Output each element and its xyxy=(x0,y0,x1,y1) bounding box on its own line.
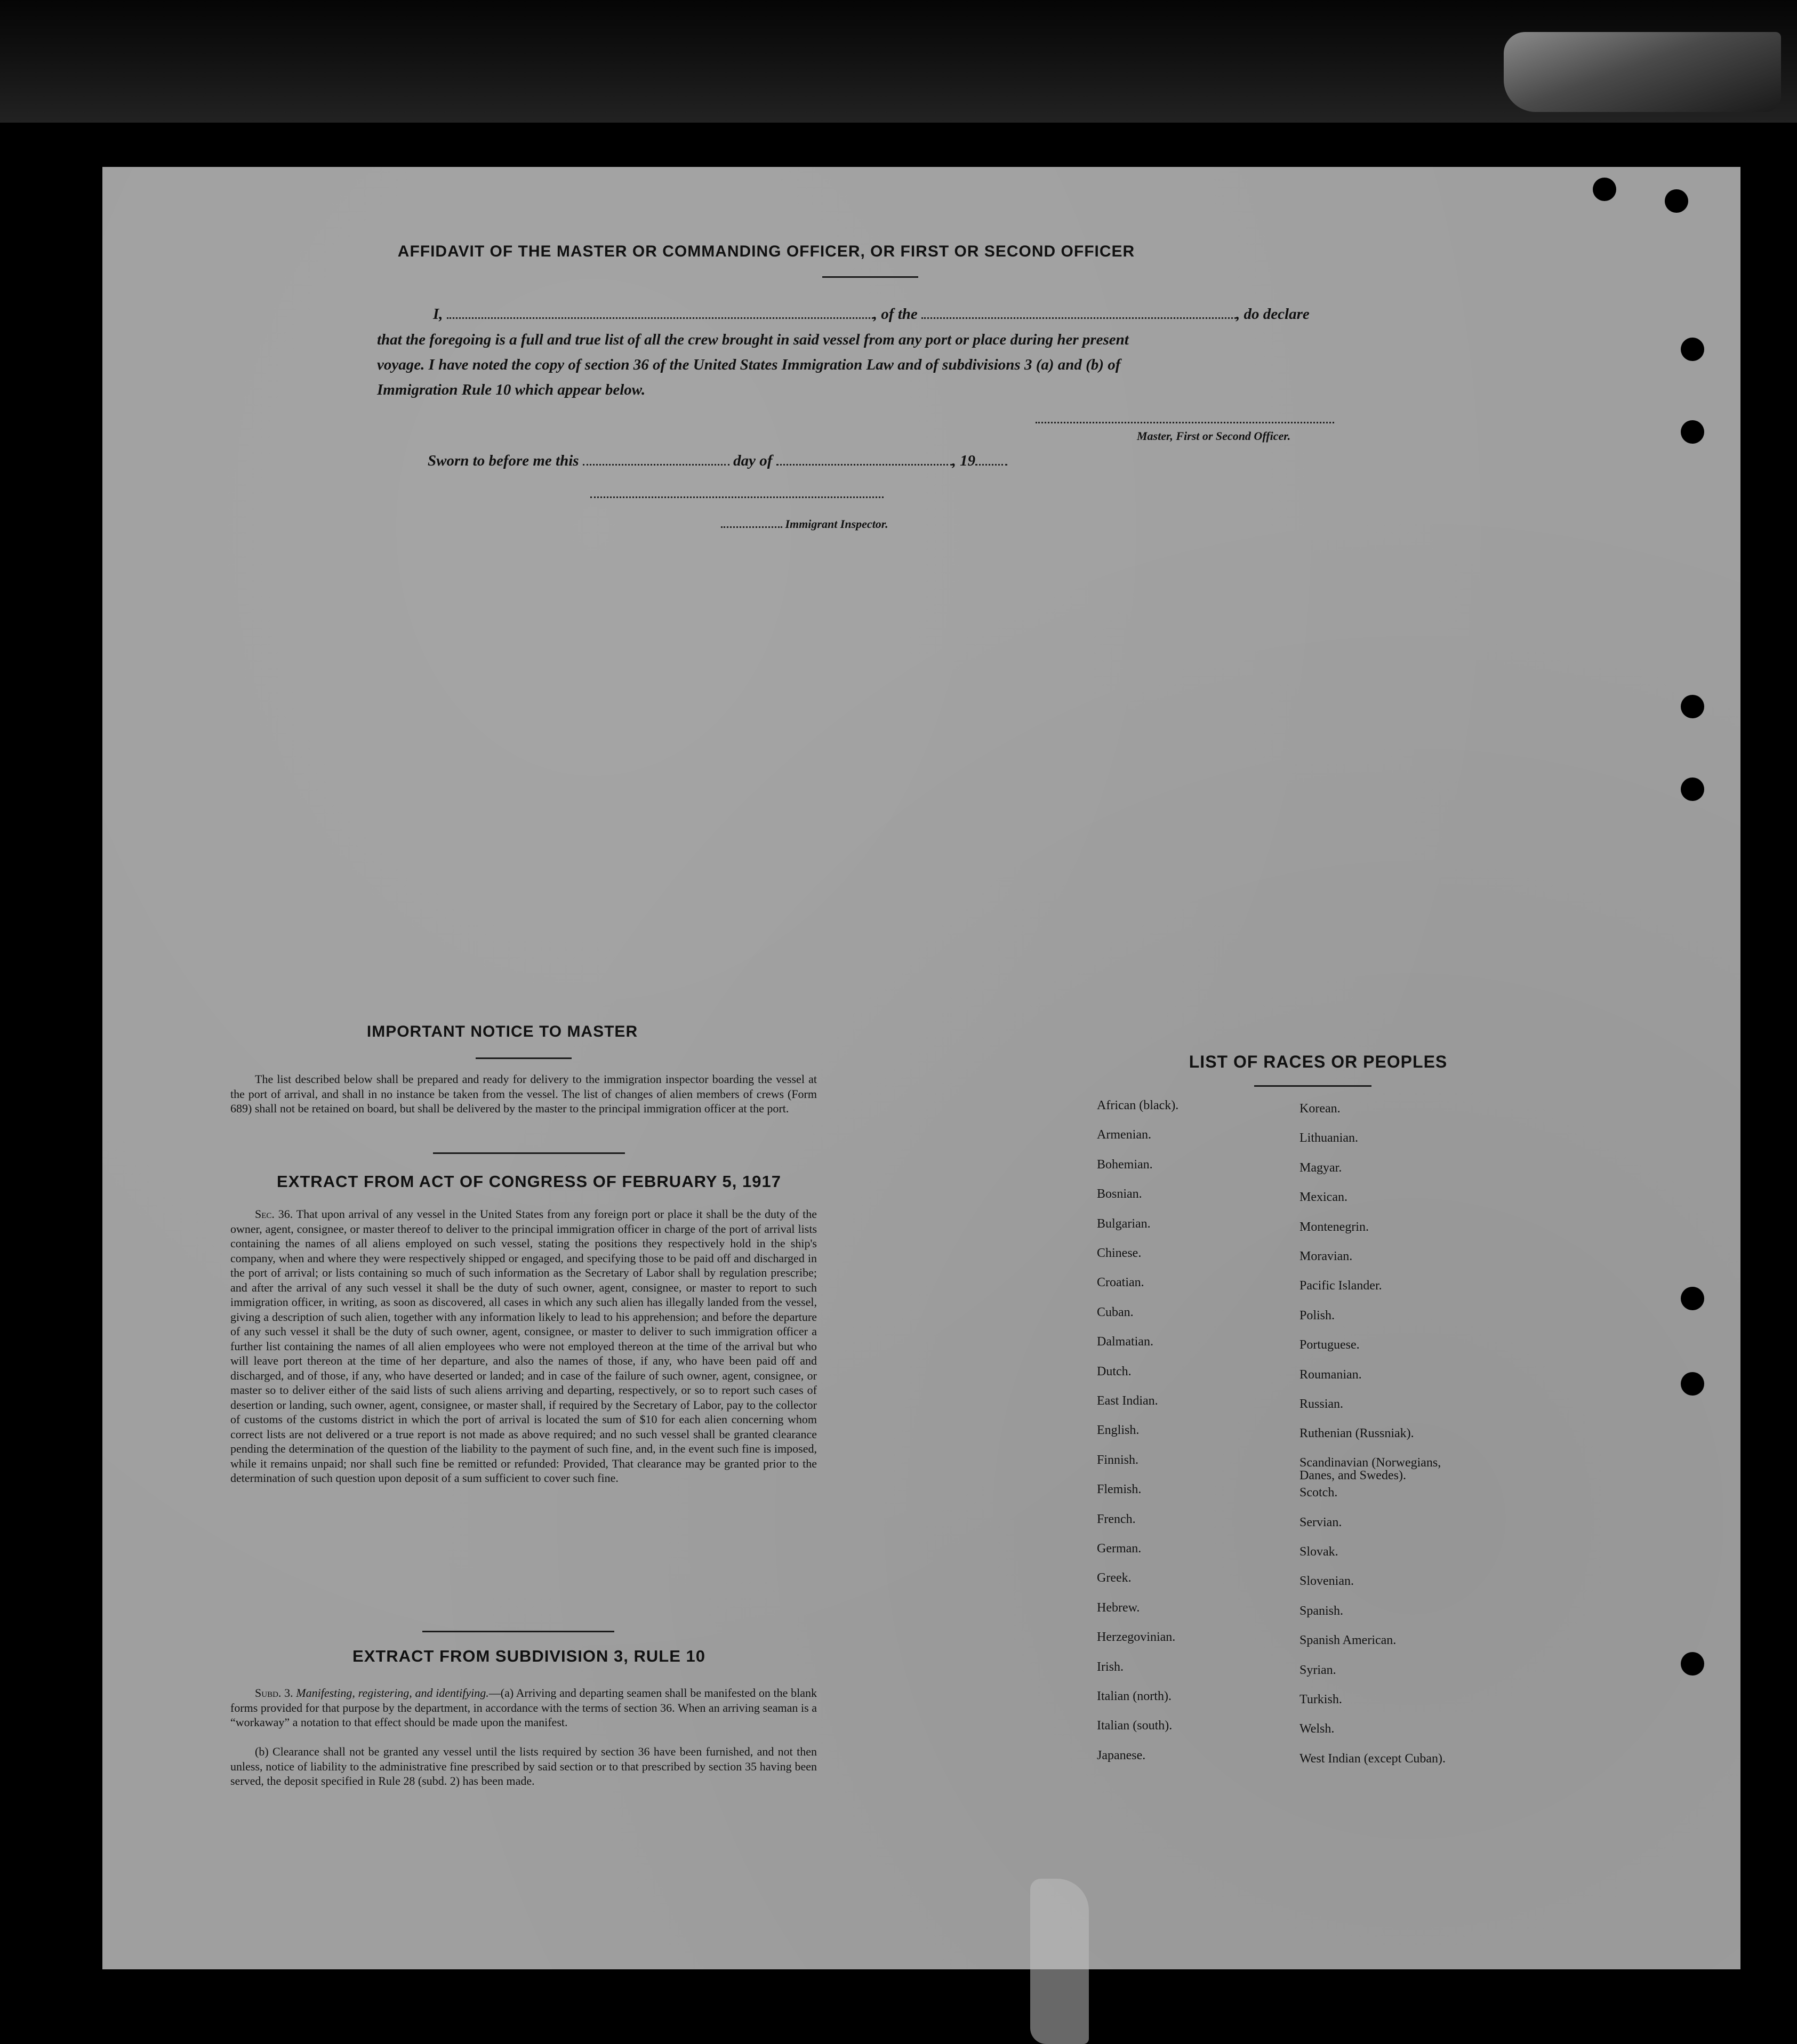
punch-hole xyxy=(1665,189,1688,213)
extract-rule-title: EXTRACT FROM SUBDIVISION 3, RULE 10 xyxy=(352,1647,705,1665)
races-title: LIST OF RACES OR PEOPLES xyxy=(1189,1052,1448,1071)
extract-act-title: EXTRACT FROM ACT OF CONGRESS OF FEBRUARY 5, 1917 xyxy=(277,1172,781,1191)
race-item: Scandinavian (Norwegians, Danes, and Swedes). xyxy=(1299,1455,1441,1482)
vessel-blank xyxy=(921,306,1236,319)
name-blank xyxy=(447,306,873,319)
sworn-line xyxy=(428,452,1007,470)
extract-act-text xyxy=(230,1207,817,1486)
race-item: Dalmatian. xyxy=(1097,1335,1153,1349)
punch-hole xyxy=(1681,420,1704,444)
race-item: Italian (south). xyxy=(1097,1719,1173,1733)
race-item: Slovenian. xyxy=(1299,1574,1354,1589)
race-item: Dutch. xyxy=(1097,1364,1132,1378)
notice-title: IMPORTANT NOTICE TO MASTER xyxy=(366,1023,638,1040)
race-item: Servian. xyxy=(1299,1515,1342,1529)
inspector-label xyxy=(721,515,888,531)
races-rule xyxy=(1254,1085,1371,1087)
punch-hole xyxy=(1681,1652,1704,1676)
microfilm-top-strip xyxy=(0,0,1797,123)
race-item: Polish. xyxy=(1299,1308,1335,1322)
of-the-label: , of the xyxy=(873,306,918,323)
race-item: Croatian. xyxy=(1097,1276,1144,1290)
race-item: Mexican. xyxy=(1299,1190,1347,1205)
race-item: Moravian. xyxy=(1299,1249,1353,1263)
month-blank xyxy=(776,452,952,466)
affidavit-title: AFFIDAVIT OF THE MASTER OR COMMANDING OFFICER, OR FIRST OR SECOND OFFICER xyxy=(397,243,1135,260)
affidavit-line-3: voyage. I have noted the copy of section 36 of the United States Immigration Law and of subdivisions 3 (a) and (b) of xyxy=(377,356,1121,373)
punch-hole xyxy=(1593,178,1616,201)
punch-hole xyxy=(1681,1287,1704,1310)
notice-bottom-rule xyxy=(433,1152,625,1154)
form-page xyxy=(102,167,1740,1969)
race-item: Slovak. xyxy=(1299,1545,1338,1559)
master-label: Master, First or Second Officer. xyxy=(1137,429,1291,443)
sworn-label: Sworn to before me this xyxy=(428,452,579,469)
subd-a-text: —(a) Arriving and departing seamen shall be manifested on the blank forms provided for that purpose by the department, in accordance with the terms of section 36. When an arriving seaman is a “workaway” a notation to that effect should be made upon the manifest. xyxy=(230,1686,817,1729)
race-item: English. xyxy=(1097,1423,1140,1438)
race-item: Welsh. xyxy=(1299,1722,1335,1736)
race-item: French. xyxy=(1097,1512,1136,1526)
race-item: Bohemian. xyxy=(1097,1157,1153,1172)
race-item: Japanese. xyxy=(1097,1748,1146,1762)
title-rule xyxy=(822,276,918,278)
race-item: Pacific Islander. xyxy=(1299,1279,1382,1293)
affidavit-line-2: that the foregoing is a full and true list of all the crew brought in said vessel from any port or place during her present xyxy=(377,331,1129,348)
punch-hole xyxy=(1681,1372,1704,1396)
race-item: East Indian. xyxy=(1097,1394,1158,1408)
paper-smudge xyxy=(1030,1879,1089,2044)
punch-hole xyxy=(1681,695,1704,718)
race-item: West Indian (except Cuban). xyxy=(1299,1751,1446,1766)
race-item: Bulgarian. xyxy=(1097,1216,1151,1231)
day-of-label: day of xyxy=(733,452,773,469)
race-item: Turkish. xyxy=(1299,1693,1342,1706)
race-item: Spanish American. xyxy=(1299,1633,1397,1648)
race-item: Hebrew. xyxy=(1097,1600,1140,1615)
punch-hole xyxy=(1681,777,1704,801)
master-signature-line xyxy=(1036,422,1334,423)
race-item: Ruthenian (Russniak). xyxy=(1299,1426,1414,1441)
sec-label: Sec. 36. xyxy=(255,1207,293,1221)
inspector-blank xyxy=(721,515,782,528)
race-item: Herzegovinian. xyxy=(1097,1630,1176,1645)
race-item: Chinese. xyxy=(1097,1246,1142,1260)
race-item: Finnish. xyxy=(1097,1453,1139,1467)
race-item: German. xyxy=(1097,1542,1142,1556)
extract-rule-text-b: (b) Clearance shall not be granted any vessel until the lists required by section 36 have been furnished, and not then unless, notice of liability to the administrative fine prescribed by said section or to that prescribed by section 35 having been served, the deposit specified in Rule 28 (subd. 2) has been made. xyxy=(230,1745,817,1788)
year-blank xyxy=(975,452,1007,466)
race-item: Scotch. xyxy=(1299,1486,1338,1500)
race-item: Flemish. xyxy=(1097,1482,1142,1497)
affidavit-line-4: Immigration Rule 10 which appear below. xyxy=(377,381,646,398)
race-item: Syrian. xyxy=(1299,1663,1336,1677)
race-item: Bosnian. xyxy=(1097,1187,1142,1201)
declare-label: , do declare xyxy=(1236,306,1310,323)
year-label: , 19 xyxy=(952,452,976,469)
rolled-paper-edge xyxy=(1504,32,1781,112)
race-item: Armenian. xyxy=(1097,1128,1151,1142)
race-item: Spanish. xyxy=(1299,1604,1344,1618)
race-item: Irish. xyxy=(1097,1660,1124,1674)
sec-36-text: That upon arrival of any vessel in the United States from any foreign port or place it shall be the duty of the owner, agent, consignee, or master thereof to deliver to the principal immigration officer in charge of the port of arrival lists containing the names of all aliens employed on such vessel, stating the positions they respectively hold in the ship's company, when and where they were respectively shipped or engaged, and specifying those to be paid off and discharged in the port of arrival; or lists containing so much of such information as the Secretary of Labor shall by regulation prescribe; and after the arrival of any such vessel it shall be the duty of such owner, agent, consignee, or master to report to such immigration officer, in writing, as soon as discovered, all cases in which any such alien has illegally landed from the vessel, giving a description of such alien, together with any information likely to lead to his apprehension; and before the departure of any such vessel it shall be the duty of such owner, agent, consignee, or master to deliver to such immigration officer a further list containing the names of all alien employees who were not employed thereon at the time of the arrival but who will leave port thereon at the time of her departure, and also the names of those, if any, who have been paid off and discharged, and of those, if any, who have deserted or landed; and in case of the failure of such owner, agent, consignee, or master so to deliver either of the said lists of such aliens arriving and departing, respectively, or so to report such cases of desertion or landing, such owner, agent, consignee, or master shall, if required by the Secretary of Labor, pay to the collector of customs of the customs district in which the port of arrival is located the sum of $10 for each alien concerning whom correct lists are not delivered or a true report is not made as above required; and no such vessel shall be granted clearance pending the determination of the question of the liability to the payment of such fine, and, in the event such fine is imposed, while it remains unpaid; nor shall such fine be remitted or refunded: Provided, That clearance may be granted prior to the determination of such question upon deposit of a sum sufficient to cover such fine. xyxy=(230,1207,817,1485)
race-item: Magyar. xyxy=(1299,1160,1342,1175)
punch-hole xyxy=(1681,338,1704,361)
race-item: Russian. xyxy=(1299,1397,1344,1411)
race-item: Cuban. xyxy=(1097,1305,1134,1319)
affidavit-i-label: I, xyxy=(433,306,443,323)
race-item: Greek. xyxy=(1097,1571,1132,1585)
race-item: Lithuanian. xyxy=(1299,1131,1358,1145)
notice-rule xyxy=(476,1057,572,1059)
race-item: African (black). xyxy=(1097,1099,1179,1112)
affidavit-line-1 xyxy=(433,306,1310,323)
subd-label: Subd. 3. xyxy=(255,1686,293,1700)
day-blank xyxy=(583,452,729,466)
race-item: Italian (north). xyxy=(1097,1689,1172,1703)
subd-heading: Manifesting, registering, and identifying. xyxy=(296,1686,489,1700)
race-item: Portuguese. xyxy=(1299,1338,1360,1352)
extract-act-bottom-rule xyxy=(422,1631,614,1632)
race-item: Montenegrin. xyxy=(1299,1220,1369,1234)
race-item: Korean. xyxy=(1299,1102,1341,1116)
inspector-label-text: Immigrant Inspector. xyxy=(785,517,888,531)
extract-rule-text-a xyxy=(230,1686,817,1730)
notice-text: The list described below shall be prepared and ready for delivery to the immigration inspector boarding the vessel at the port of arrival, and shall in no instance be taken from the vessel. The list of changes of alien members of crews (Form 689) shall not be retained on board, but shall be delivered by the master to the principal immigration officer at the port. xyxy=(230,1072,817,1115)
race-item: Roumanian. xyxy=(1299,1367,1362,1382)
inspector-signature-line xyxy=(590,496,884,498)
